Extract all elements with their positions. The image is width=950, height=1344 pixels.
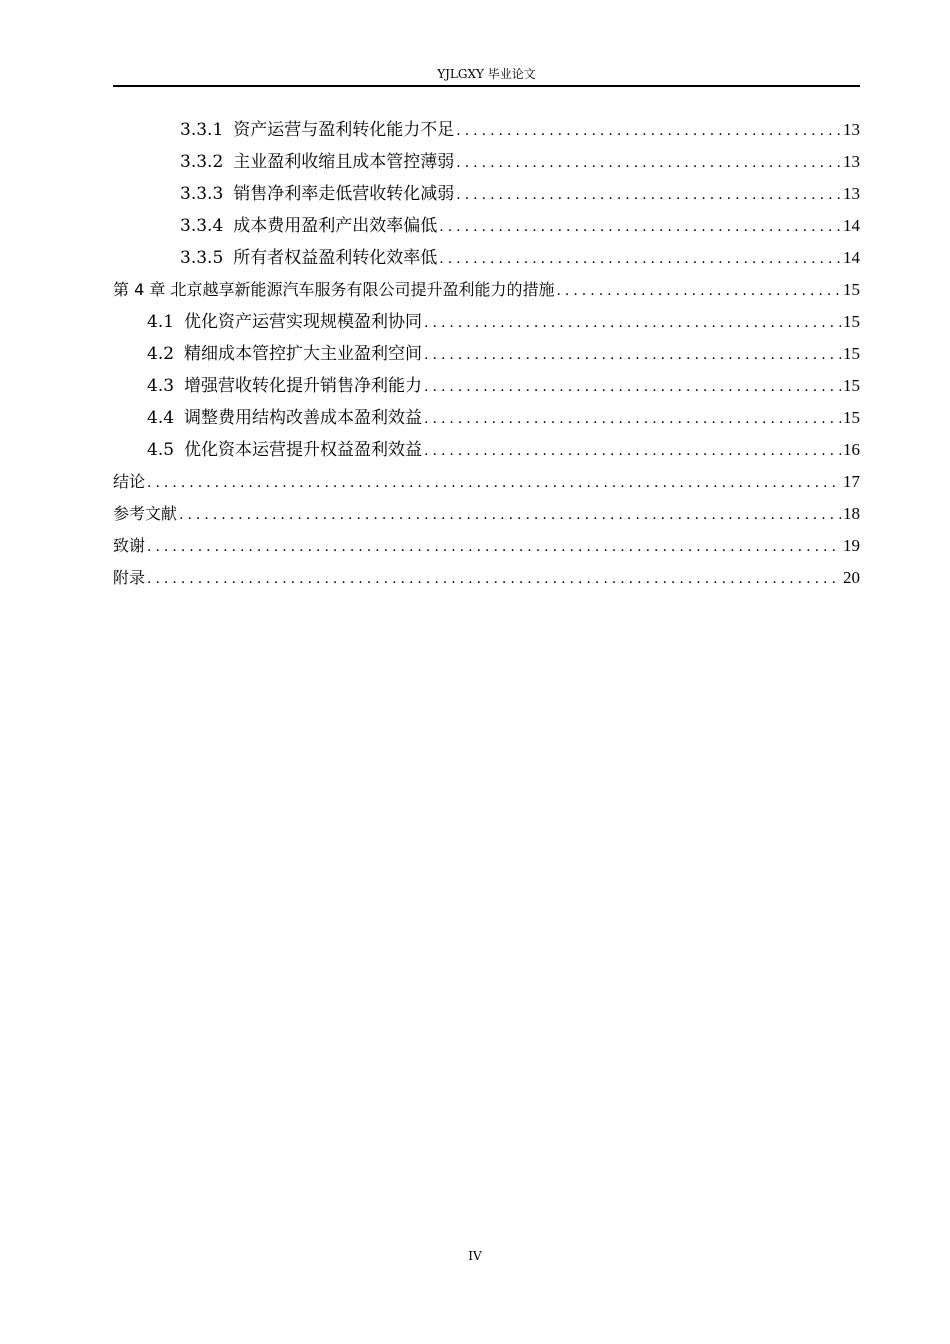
toc-entry-page: 13 — [843, 152, 860, 171]
toc-entry-page: 14 — [843, 216, 860, 235]
toc-leader-dots — [456, 179, 841, 211]
toc-entry-page: 18 — [843, 504, 860, 523]
toc-entry[interactable] — [113, 338, 860, 370]
toc-entry-number: 3.3.1 — [180, 120, 224, 140]
toc-entry-page: 15 — [843, 344, 860, 363]
toc-leader-dots — [147, 531, 841, 563]
toc-leader-dots — [456, 115, 841, 147]
toc-entry[interactable] — [113, 562, 860, 594]
toc-entry-number: 4.4 — [147, 408, 175, 428]
toc-entry-number: 4.5 — [147, 440, 175, 460]
toc-entry[interactable] — [113, 370, 860, 402]
toc-entry-title: 增强营收转化提升销售净利能力 — [184, 376, 423, 396]
toc-entry-title: 精细成本管控扩大主业盈利空间 — [184, 344, 423, 364]
toc-entry[interactable] — [113, 434, 860, 466]
toc-entry-number: 3.3.3 — [180, 184, 224, 204]
toc-entry-page: 15 — [843, 376, 860, 395]
toc-entry[interactable] — [113, 498, 860, 530]
toc-entry-title: 结论 — [113, 472, 146, 491]
toc-entry-title: 参考文献 — [113, 504, 178, 523]
toc-entry-title: 附录 — [113, 568, 146, 587]
toc-entry-title: 资产运营与盈利转化能力不足 — [233, 120, 455, 140]
toc-leader-dots — [456, 147, 841, 179]
page-header: YJLGXY 毕业论文 — [437, 67, 536, 81]
toc-leader-dots — [147, 563, 841, 595]
toc-entry[interactable] — [113, 466, 860, 498]
toc-entry-page: 19 — [843, 536, 860, 555]
toc-leader-dots — [424, 435, 841, 467]
toc-leader-dots — [439, 243, 841, 275]
toc-entry[interactable] — [113, 530, 860, 562]
toc-entry-page: 13 — [843, 184, 860, 203]
toc-entry[interactable] — [113, 178, 860, 210]
toc-entry-page: 17 — [843, 472, 860, 491]
table-of-contents — [113, 114, 860, 594]
toc-entry-number: 4.1 — [147, 312, 175, 332]
toc-leader-dots — [179, 499, 841, 531]
toc-entry-number: 4.3 — [147, 376, 175, 396]
toc-entry[interactable] — [113, 274, 860, 306]
toc-entry-number: 4.2 — [147, 344, 175, 364]
toc-entry-title: 致谢 — [113, 536, 146, 555]
toc-leader-dots — [424, 307, 841, 339]
toc-leader-dots — [556, 275, 841, 307]
header-divider — [113, 85, 860, 87]
toc-entry-page: 15 — [843, 312, 860, 331]
toc-entry-title: 优化资产运营实现规模盈利协同 — [184, 312, 423, 332]
toc-entry-page: 13 — [843, 120, 860, 139]
toc-entry-title: 销售净利率走低营收转化减弱 — [233, 184, 455, 204]
toc-entry[interactable] — [113, 242, 860, 274]
toc-entry-title: 成本费用盈利产出效率偏低 — [233, 216, 438, 236]
toc-leader-dots — [424, 339, 841, 371]
toc-entry-title: 调整费用结构改善成本盈利效益 — [184, 408, 423, 428]
toc-entry[interactable] — [113, 306, 860, 338]
toc-entry-page: 16 — [843, 440, 860, 459]
toc-entry[interactable] — [113, 114, 860, 146]
toc-entry-page: 15 — [843, 408, 860, 427]
toc-entry-page: 20 — [843, 568, 860, 587]
toc-leader-dots — [147, 467, 841, 499]
toc-leader-dots — [424, 403, 841, 435]
toc-leader-dots — [424, 371, 841, 403]
toc-entry-page: 14 — [843, 248, 860, 267]
toc-entry[interactable] — [113, 210, 860, 242]
toc-entry-number: 3.3.4 — [180, 216, 224, 236]
toc-entry[interactable] — [113, 402, 860, 434]
toc-entry-title: 第 4 章 北京越享新能源汽车服务有限公司提升盈利能力的措施 — [113, 280, 555, 299]
toc-entry[interactable] — [113, 146, 860, 178]
toc-entry-title: 主业盈利收缩且成本管控薄弱 — [233, 152, 455, 172]
page-number: IV — [468, 1249, 482, 1263]
toc-entry-number: 3.3.2 — [180, 152, 224, 172]
toc-entry-page: 15 — [843, 280, 860, 299]
toc-entry-number: 3.3.5 — [180, 248, 224, 268]
toc-leader-dots — [439, 211, 841, 243]
toc-entry-title: 所有者权益盈利转化效率低 — [233, 248, 438, 268]
toc-entry-title: 优化资本运营提升权益盈利效益 — [184, 440, 423, 460]
